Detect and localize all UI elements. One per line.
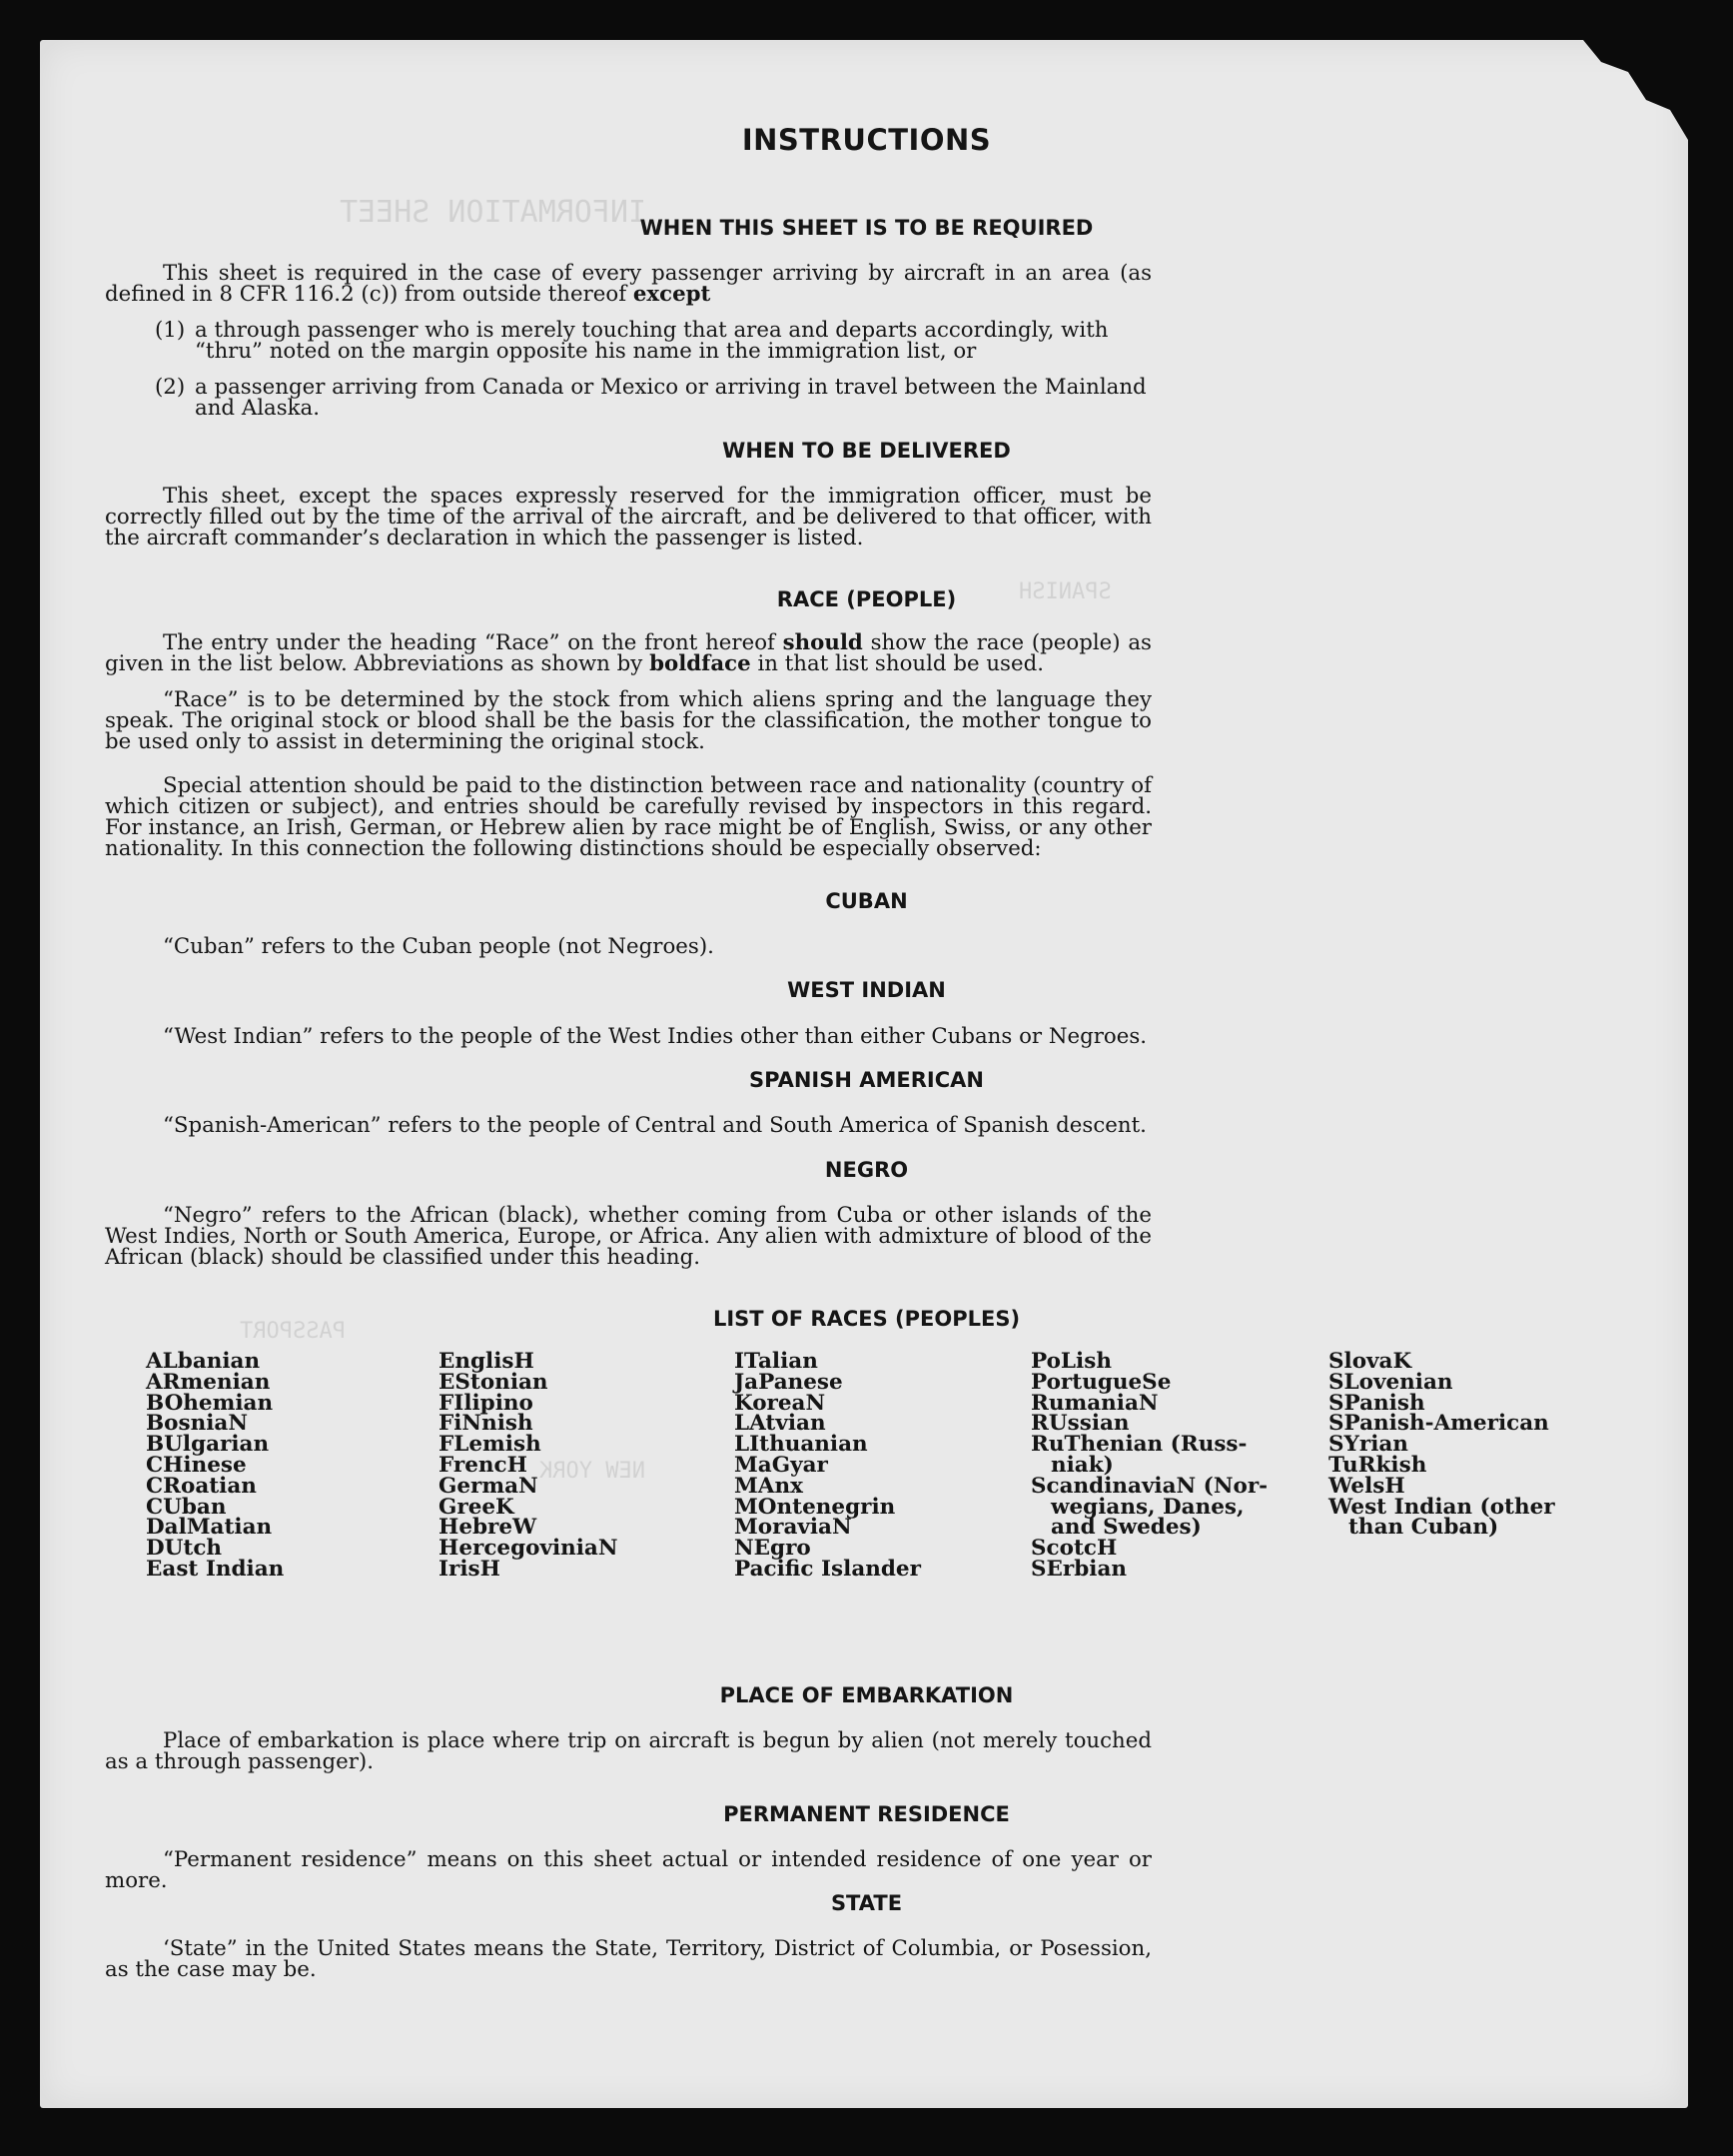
list-item: WelsH [1328,1473,1405,1499]
list-item: HebreW [438,1515,537,1541]
page-title: INSTRUCTIONS [741,123,992,157]
paragraph-negro: “Negro” refers to the African (black), whether coming from Cuba or other islands of the West Indies, North or South America, Europe, or Africa. Any alien with admixture of blood of the African (black) should be classified under this heading. [105,1203,1152,1270]
list-item: LIthuanian [734,1432,868,1458]
list-item: JaPanese [734,1369,843,1395]
list-item: MoraviaN [734,1515,852,1541]
paragraph-permanent-residence: “Permanent residence” means on this sheet actual or intended residence of one year or more. [105,1847,1152,1893]
list-item: RUssian [1031,1411,1130,1437]
heading-state: STATE [830,1891,903,1915]
paragraph-when-delivered: This sheet, except the spaces expressly reserved for the immigration officer, must be correctly filled out by the time of the arrival of the aircraft, and be delivered to that officer, with the aircraft commander’s declaration in which the passenger is listed. [105,484,1152,550]
list-item: ALbanian [146,1349,261,1374]
list-item: EStonian [438,1369,548,1395]
heading-west-indian: WEST INDIAN [787,978,946,1002]
list-item: (1) a through passenger who is merely touching that area and departs accordingly, with “thru” noted on the margin opposite his name in the immigration list, or [155,318,1109,364]
bleed-through-texture: INFORMATION SHEET SPANISH PASSPORT NEW YORK [240,195,1112,1484]
paragraph-cuban: “Cuban” refers to the Cuban people (not Negroes). [163,934,714,959]
list-item: BUlgarian [146,1432,270,1458]
list-item: SYrian [1328,1432,1408,1458]
list-item: RuThenian (Russ- [1031,1432,1248,1458]
paragraph-when-required: This sheet is required in the case of every passenger arriving by aircraft in an area (as defined in 8 CFR 116.2 (c)) from outside thereof except [105,261,1152,307]
list-item: and Swedes) [1051,1515,1202,1541]
races-column-4 [1031,1349,1269,1582]
list-item: HercegoviniaN [438,1536,618,1562]
list-item: CHinese [146,1452,247,1478]
list-item: PoLish [1031,1349,1112,1374]
heading-embarkation: PLACE OF EMBARKATION [719,1683,1014,1707]
list-item: East Indian [146,1556,285,1582]
paragraph-state: ‘State” in the United States means the State, Territory, District of Columbia, or Posession, as the case may be. [105,1936,1152,1982]
list-item: KoreaN [734,1390,826,1416]
list-item: IrisH [438,1556,500,1582]
heading-cuban: CUBAN [825,889,908,913]
heading-spanish-american: SPANISH AMERICAN [749,1068,984,1092]
list-item: SPanish-American [1328,1411,1549,1437]
heading-when-required: WHEN THIS SHEET IS TO BE REQUIRED [639,216,1094,240]
paragraph-west-indian: “West Indian” refers to the people of the West Indies other than either Cubans or Negroes. [163,1024,1148,1049]
list-item: SPanish [1328,1390,1425,1416]
list-item: BOhemian [146,1390,274,1416]
heading-negro: NEGRO [824,1158,909,1182]
list-item: GermaN [438,1473,538,1499]
list-item: CUban [146,1494,227,1520]
races-column-5 [1328,1349,1555,1541]
paragraph-embarkation: Place of embarkation is place where trip on aircraft is begun by alien (not merely touched as a through passenger). [105,1728,1152,1774]
races-column-2 [438,1349,658,1582]
list-item: DalMatian [146,1515,273,1541]
list-item: MAnx [734,1473,803,1499]
heading-list-of-races: LIST OF RACES (PEOPLES) [712,1307,1021,1331]
list-item: EnglisH [438,1349,534,1374]
list-item: BosniaN [146,1411,248,1437]
list-item: ScotcH [1031,1536,1118,1562]
paragraph-race-1: The entry under the heading “Race” on the front hereof should show the race (people) as given in the list below. Abbreviations as shown by boldface in that list should be used. [105,630,1152,676]
list-item: TuRkish [1328,1452,1427,1478]
heading-permanent-residence: PERMANENT RESIDENCE [723,1802,1010,1826]
list-item: wegians, Danes, [1051,1494,1245,1520]
list-item: FIlipino [438,1390,533,1416]
list-item: GreeK [438,1494,514,1520]
races-column-3 [734,1349,954,1582]
paragraph-race-2: “Race” is to be determined by the stock from which aliens spring and the language they speak. The original stock or blood shall be the basis for the classification, the mother tongue to be used only to assist in determining the original stock. [105,687,1152,754]
list-item: West Indian (other [1328,1494,1555,1520]
list-item: ScandinaviaN (Nor- [1031,1473,1269,1499]
list-item: (2) a passenger arriving from Canada or Mexico or arriving in travel between the Mainland and Alaska. [155,375,1147,421]
heading-race: RACE (PEOPLE) [776,587,957,611]
list-item: PortugueSe [1031,1369,1172,1395]
list-item: FLemish [438,1432,541,1458]
list-item: niak) [1051,1452,1114,1478]
list-item: FiNnish [438,1411,533,1437]
list-item: SErbian [1031,1556,1128,1582]
list-item: than Cuban) [1348,1515,1499,1541]
list-item: ITalian [734,1349,818,1374]
list-item: FrencH [438,1452,527,1478]
heading-when-delivered: WHEN TO BE DELIVERED [722,439,1011,463]
list-item: SlovaK [1328,1349,1412,1374]
races-list [0,1349,1733,1681]
list-item: NEgro [734,1536,811,1562]
paragraph-race-3: Special attention should be paid to the distinction between race and nationality (country of which citizen or subject), and entries should be carefully revised by inspectors in this regard. For instance, an Irish, German, or Hebrew alien by race might be of English, Swiss, or any other nationality. In this connection the following distinctions should be especially observed: [105,773,1152,861]
list-item: LAtvian [734,1411,826,1437]
paragraph-spanish-american: “Spanish-American” refers to the people of Central and South America of Spanish descent. [163,1113,1147,1138]
list-item: MaGyar [734,1452,828,1478]
list-item: ARmenian [146,1369,271,1395]
list-item: Pacific Islander [734,1556,921,1582]
list-item: SLovenian [1328,1369,1453,1395]
list-item: CRoatian [146,1473,257,1499]
list-item: MOntenegrin [734,1494,896,1520]
races-column-1 [146,1349,366,1582]
list-item: RumaniaN [1031,1390,1159,1416]
list-item: DUtch [146,1536,223,1562]
